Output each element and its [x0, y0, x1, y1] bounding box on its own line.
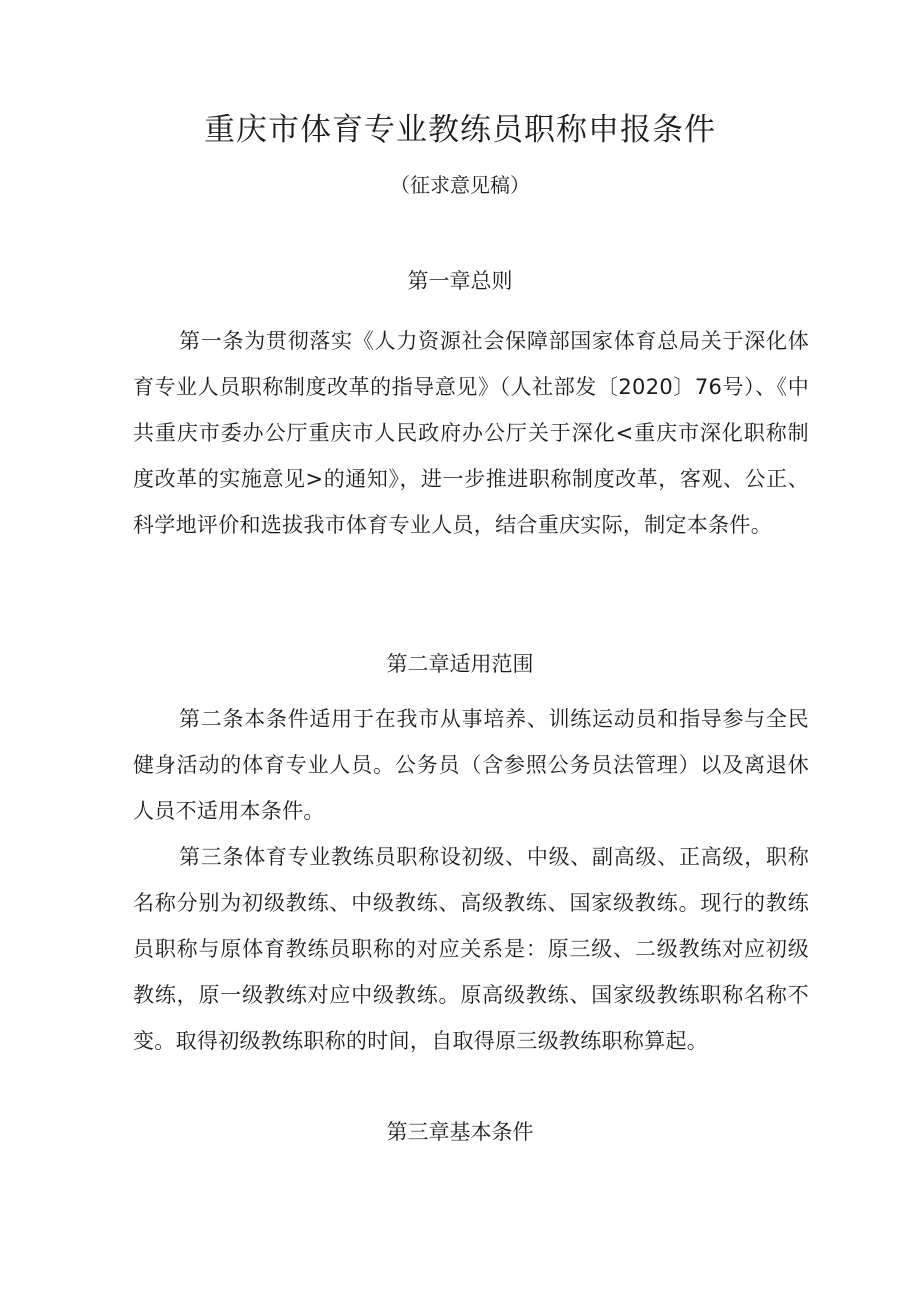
article-3-paragraph: 第三条体育专业教练员职称设初级、中级、副高级、正高级，职称名称分别为初级教练、中级教练、高级教练、国家级教练。现行的教练员职称与原体育教练员职称的对应关系是：原三级、二级教练对应初级教练，原一级教练对应中级教练。原高级教练、国家级教练职称名称不变。取得初级教练职称的时间，自取得原三级教练职称算起。 — [133, 845, 809, 1053]
document-title: 重庆市体育专业教练员职称申报条件 — [204, 112, 716, 148]
chapter-1-heading: 第一章总则 — [407, 269, 513, 293]
chapter-2-heading: 第二章适用范围 — [386, 652, 534, 676]
article-2-paragraph: 第二条本条件适用于在我市从事培养、训练运动员和指导参与全民健身活动的体育专业人员。公务员（含参照公务员法管理）以及离退休人员不适用本条件。 — [133, 707, 809, 823]
article-1-paragraph: 第一条为贯彻落实《人力资源社会保障部国家体育总局关于深化体育专业人员职称制度改革的指导意见》（人社部发〔2020〕76号）、《中共重庆市委办公厅重庆市人民政府办公厅关于深化<重庆市深化职称制度改革的实施意见>的通知》，进一步推进职称制度改革，客观、公正、科学地评价和选拔我市体育专业人员，结合重庆实际，制定本条件。 — [133, 329, 809, 537]
document-subtitle: （征求意见稿） — [390, 173, 530, 197]
chapter-3-heading: 第三章基本条件 — [386, 1120, 534, 1144]
